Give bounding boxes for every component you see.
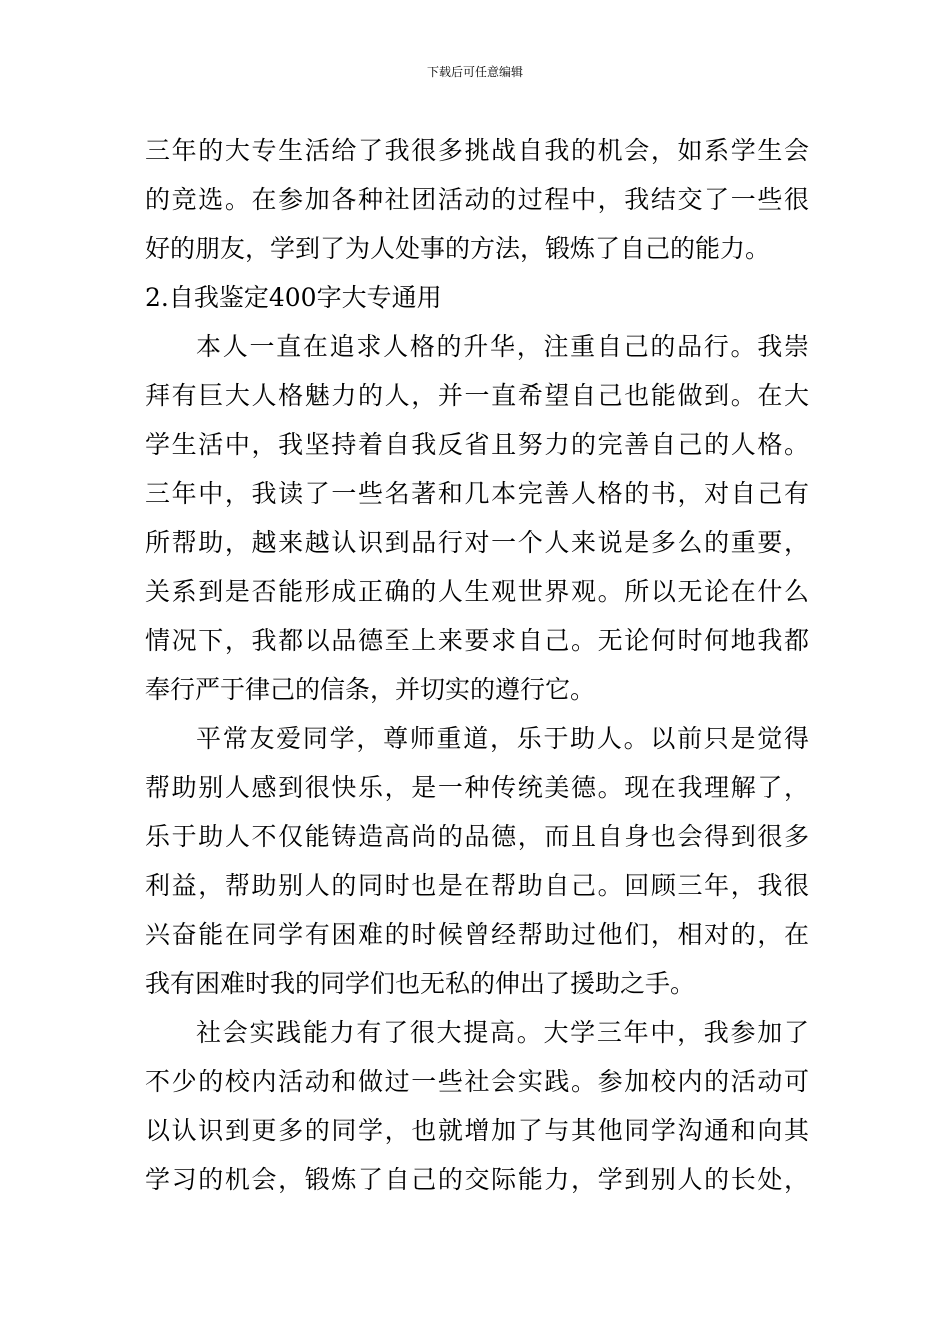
document-body bbox=[145, 126, 809, 1204]
text-line: 以认识到更多的同学，也就增加了与其他同学沟通和向其 bbox=[145, 1116, 809, 1145]
text-line: 情况下，我都以品德至上来要求自己。无论何时何地我都 bbox=[145, 626, 809, 655]
page-header-note: 下载后可任意编辑 bbox=[426, 65, 523, 79]
text-line: 奉行严于律己的信条，并切实的遵行它。 bbox=[145, 675, 596, 704]
text-line: 不少的校内活动和做过一些社会实践。参加校内的活动可 bbox=[145, 1067, 809, 1096]
text-line: 所帮助，越来越认识到品行对一个人来说是多么的重要， bbox=[145, 528, 809, 557]
text-line: 三年的大专生活给了我很多挑战自我的机会，如系学生会 bbox=[145, 136, 809, 165]
text-line: 兴奋能在同学有困难的时候曾经帮助过他们，相对的，在 bbox=[145, 920, 809, 949]
text-line: 社会实践能力有了很大提高。大学三年中，我参加了 bbox=[196, 1018, 809, 1047]
text-line: 学习的机会，锻炼了自己的交际能力，学到别人的长处， bbox=[145, 1165, 809, 1194]
text-line: 好的朋友，学到了为人处事的方法，锻炼了自己的能力。 bbox=[145, 234, 771, 263]
text-line: 学生活中，我坚持着自我反省且努力的完善自己的人格。 bbox=[145, 430, 809, 459]
text-line: 平常友爱同学，尊师重道，乐于助人。以前只是觉得 bbox=[196, 724, 809, 753]
text-line: 利益，帮助别人的同时也是在帮助自己。回顾三年，我很 bbox=[145, 871, 809, 900]
text-line: 关系到是否能形成正确的人生观世界观。所以无论在什么 bbox=[145, 577, 809, 606]
text-line: 拜有巨大人格魅力的人，并一直希望自己也能做到。在大 bbox=[145, 381, 809, 410]
text-line: 帮助别人感到很快乐，是一种传统美德。现在我理解了， bbox=[145, 773, 809, 802]
text-line: 的竞选。在参加各种社团活动的过程中，我结交了一些很 bbox=[145, 185, 809, 214]
section-heading: 2.自我鉴定400字大专通用 bbox=[145, 283, 442, 312]
text-line: 本人一直在追求人格的升华，注重自己的品行。我崇 bbox=[196, 332, 809, 361]
text-line: 乐于助人不仅能铸造高尚的品德，而且自身也会得到很多 bbox=[145, 822, 809, 851]
text-line: 三年中，我读了一些名著和几本完善人格的书，对自己有 bbox=[145, 479, 809, 508]
text-line: 我有困难时我的同学们也无私的伸出了援助之手。 bbox=[145, 969, 696, 998]
